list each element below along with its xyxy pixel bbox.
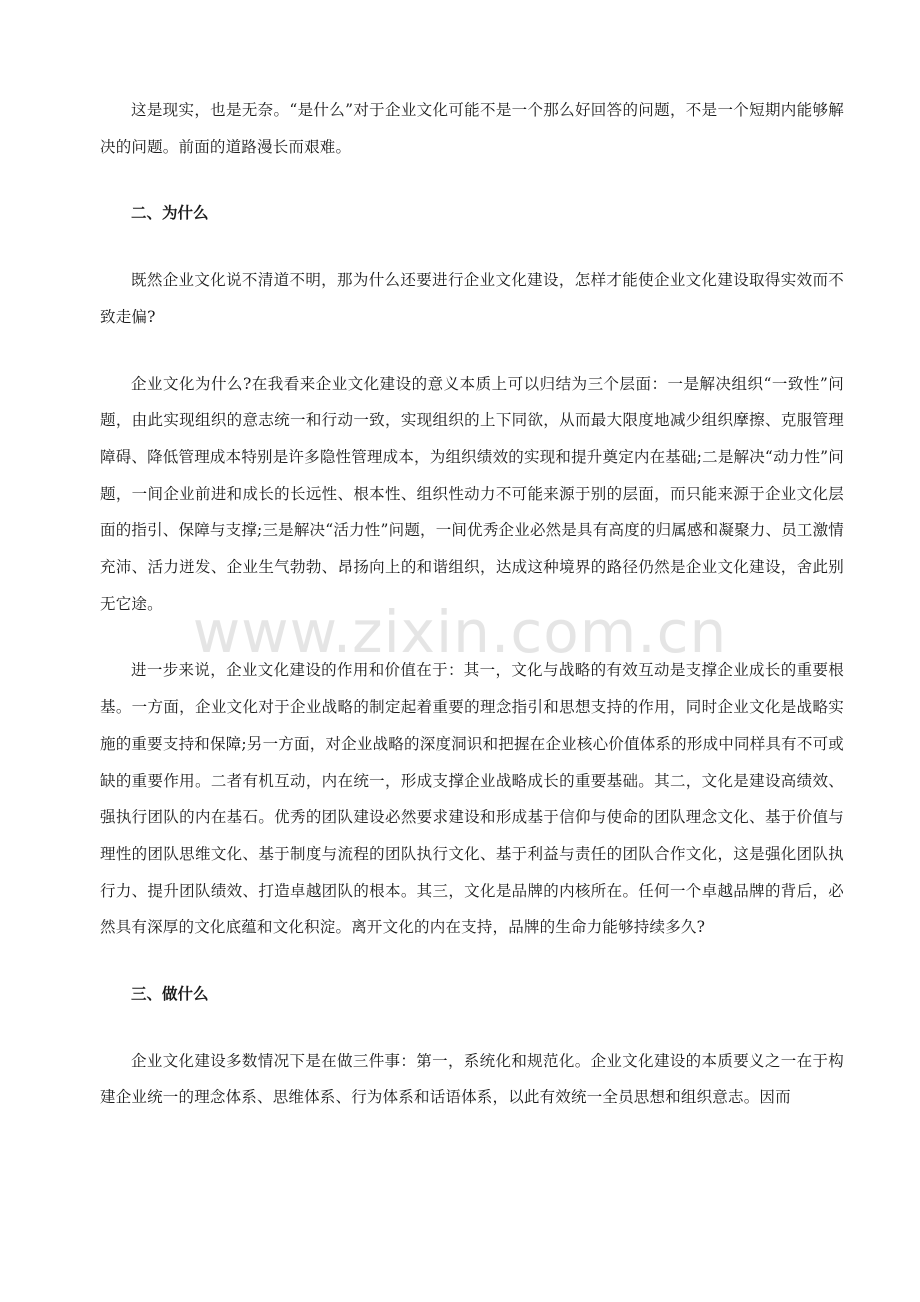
section-heading-what: 三、做什么 [131,984,209,1004]
paragraph-gap [100,336,844,366]
paragraph-gap [100,946,844,976]
paragraph-role-and-value: 进一步来说，企业文化建设的作用和价值在于：其一，文化与战略的有效互动是支撑企业成长的重要根基。一方面，企业文化对于企业战略的制定起着重要的理念指引和思想支持的作用，同时企业文化是战略实施的重要支持和保障;另一方面，对企业战略的深度洞识和把握在企业核心价值体系的形成中同样具有不可或缺的重要作用。二者有机互动，内在统一，形成支撑企业战略成长的重要基础。其二，文化是建设高绩效、强执行团队的内在基石。优秀的团队建设必然要求建设和形成基于信仰与使命的团队理念文化、基于价值与理性的团队思维文化、基于制度与流程的团队执行文化、基于利益与责任的团队合作文化，这是强化团队执行力、提升团队绩效、打造卓越团队的根本。其三，文化是品牌的内核所在。任何一个卓越品牌的背后，必然具有深厚的文化底蕴和文化积淀。离开文化的内在支持，品牌的生命力能够持续多久? [100,661,844,937]
paragraph-gap [100,165,844,195]
paragraph-three-levels: 企业文化为什么?在我看来企业文化建设的意义本质上可以归结为三个层面：一是解决组织“一致性”问题，由此实现组织的意志统一和行动一致，实现组织的上下同欲，从而最大限度地减少组织摩擦、克服管理障碍、降低管理成本特别是许多隐性管理成本，为组织绩效的实现和提升奠定内在基础;二是解决“动力性”问题，一间企业前进和成长的长远性、根本性、组织性动力不可能来源于别的层面，而只能来源于企业文化层面的指引、保障与支撑;三是解决“活力性”问题，一间优秀企业必然是具有高度的归属感和凝聚力、员工激情充沛、活力迸发、企业生气勃勃、昂扬向上的和谐组织，达成这种境界的路径仍然是企业文化建设，舍此别无它途。 [100,374,844,613]
document-body [100,92,844,1116]
paragraph-gap [100,622,844,652]
paragraph-gap [100,232,844,262]
section-heading-why: 二、为什么 [131,203,209,223]
paragraph-three-things: 企业文化建设多数情况下是在做三件事：第一，系统化和规范化。企业文化建设的本质要义之一在于构建企业统一的理念体系、思维体系、行为体系和话语体系，以此有效统一全员思想和组织意志。因而 [100,1051,844,1107]
site-watermark: www.zixin.com.cn [192,598,728,666]
paragraph-reality: 这是现实，也是无奈。“是什么”对于企业文化可能不是一个那么好回答的问题，不是一个短期内能够解决的问题。前面的道路漫长而艰难。 [100,101,844,156]
paragraph-gap [100,1013,844,1043]
paragraph-why-question: 既然企业文化说不清道不明，那为什么还要进行企业文化建设，怎样才能使企业文化建设取得实效而不致走偏? [100,271,844,326]
